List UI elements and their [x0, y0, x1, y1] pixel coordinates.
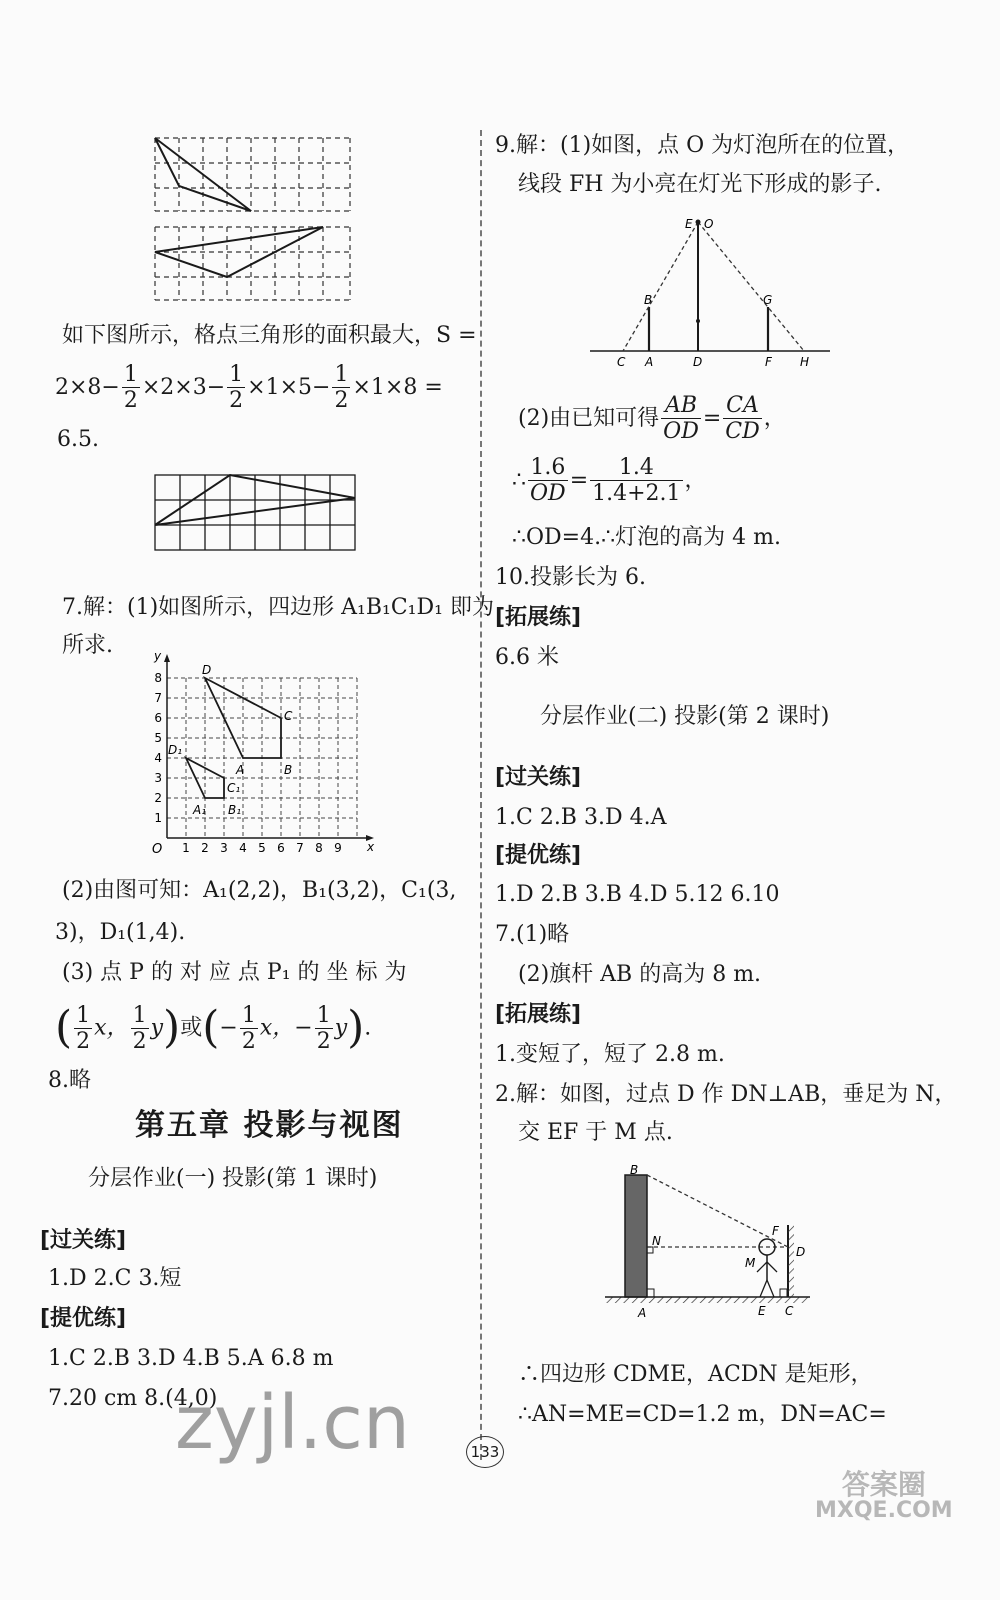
label-c: C [617, 355, 626, 369]
rect-line: ∴四边形 CDME，ACDN 是矩形， [518, 1362, 873, 1387]
y-axis-label: y [154, 649, 162, 663]
y-tick: 7 [154, 691, 162, 705]
y-tick: 3 [154, 771, 162, 785]
x-tick: 2 [201, 841, 209, 855]
label-a: A [638, 1306, 647, 1320]
area-result: 6.5. [57, 427, 99, 452]
q7-part2-line2: 3)，D₁(1,4). [55, 920, 186, 945]
label-c: C [785, 1304, 794, 1318]
area-text: 如下图所示，格点三角形的面积最大，S = [62, 323, 477, 348]
point-b1-label: B₁ [228, 803, 242, 817]
left-tiyou-answers-2: 7.20 cm 8.(4,0) [48, 1386, 218, 1411]
right-guoguan-label: [过关练] [495, 765, 582, 790]
x-tick: 3 [220, 841, 228, 855]
label-f: F [765, 355, 772, 369]
q9-result: ∴OD=4.∴灯泡的高为 4 m. [512, 525, 781, 550]
q7-2: (2)旗杆 AB 的高为 8 m. [518, 962, 762, 987]
label-g: G [763, 293, 773, 307]
q8-answer: 8.略 [48, 1068, 91, 1093]
point-d-label: D [202, 663, 212, 677]
q7-1: 7.(1)略 [495, 922, 570, 947]
watermark-mxqe-line1: 答案圈 [841, 1468, 926, 1501]
label-b: B [630, 1165, 639, 1177]
label-m: M [745, 1256, 756, 1270]
y-tick: 5 [154, 731, 162, 745]
an-line: ∴AN=ME=CD=1.2 m，DN=AC= [518, 1402, 887, 1427]
watermark-mxqe [815, 1470, 953, 1522]
page-number: 133 [466, 1436, 504, 1468]
q7-line1: 7.解：(1)如图所示，四边形 A₁B₁C₁D₁ 即为 [62, 595, 494, 620]
point-c1-label: C₁ [227, 781, 241, 795]
grid-triangle-figure-1 [150, 133, 355, 215]
right-guoguan-answers: 1.C 2.B 3.D 4.A [495, 805, 667, 830]
y-tick: 1 [154, 811, 162, 825]
label-h: H [800, 355, 810, 369]
q7-part2-line1: (2)由图可知：A₁(2,2)，B₁(3,2)，C₁(3, [62, 878, 457, 903]
y-tick: 2 [154, 791, 162, 805]
q9-part2-ratio: (2)由已知可得 $\frac{AB}{OD}$ = $\frac{CA}{CD}$ ， [518, 393, 786, 445]
q7-line2: 所求. [62, 633, 113, 658]
point-b-label: B [284, 763, 293, 777]
x-axis-label: x [367, 840, 375, 854]
x-tick: 9 [334, 841, 342, 855]
grid-triangle-figure-2 [150, 222, 355, 304]
y-tick: 4 [154, 751, 162, 765]
pole-figure [600, 1165, 820, 1325]
lamp-shadow-figure [585, 210, 835, 375]
q9-line1: 9.解：(1)如图，点 O 为灯泡所在的位置， [495, 133, 910, 158]
right-tiyou-label: [提优练] [495, 843, 582, 868]
column-divider [480, 130, 482, 1460]
right-tuozhan2-label: [拓展练] [495, 1002, 582, 1027]
right-tuozhan-label: [拓展练] [495, 605, 582, 630]
watermark-mxqe-line2: MXQE.COM [815, 1498, 953, 1524]
label-b: B [644, 293, 653, 307]
label-e: E [758, 1304, 766, 1318]
x-tick: 1 [182, 841, 190, 855]
t1-answer: 1.变短了，短了 2.8 m. [495, 1042, 725, 1067]
chapter-title: 第五章 投影与视图 [135, 1108, 404, 1143]
point-d1-label: D₁ [168, 743, 183, 757]
point-a-label: A [236, 763, 245, 777]
t2-line2: 交 EF 于 M 点. [518, 1120, 673, 1145]
right-tuozhan-answer: 6.6 米 [495, 645, 559, 670]
q9-substitution: ∴ $\frac{1.6}{OD}$ = $\frac{1.4}{1.4+2.1}$ ， [512, 455, 707, 507]
q9-line2: 线段 FH 为小亮在灯光下形成的影子. [518, 172, 882, 197]
origin-label: O [152, 842, 163, 857]
q7-part3-coords: ( $\frac{1}{2}$ x， $\frac{1}{2}$ y)或(− $\frac{1}{2}$ x，− $\frac{1}{2}$ y). [55, 1002, 372, 1054]
x-tick: 6 [277, 841, 285, 855]
label-e: E [685, 217, 693, 231]
y-tick: 8 [154, 671, 162, 685]
point-c-label: C [284, 709, 293, 723]
right-tiyou-answers: 1.D 2.B 3.B 4.D 5.12 6.10 [495, 882, 780, 907]
q10-answer: 10.投影长为 6. [495, 565, 646, 590]
left-guoguan-label: [过关练] [40, 1228, 127, 1253]
x-tick: 8 [315, 841, 323, 855]
left-tiyou-label: [提优练] [40, 1306, 127, 1331]
label-d: D [796, 1245, 806, 1259]
q7-part3-line1: (3) 点 P 的 对 应 点 P₁ 的 坐 标 为 [62, 960, 407, 985]
x-tick: 5 [258, 841, 266, 855]
x-tick: 7 [296, 841, 304, 855]
label-o: O [704, 217, 714, 231]
t2-line1: 2.解：如图，过点 D 作 DN⊥AB，垂足为 N， [495, 1082, 957, 1107]
label-f: F [772, 1224, 779, 1238]
y-tick: 6 [154, 711, 162, 725]
coordinate-grid-figure [140, 648, 380, 858]
watermark-logo: zyjl.cn [175, 1380, 410, 1466]
left-guoguan-answers: 1.D 2.C 3.短 [48, 1266, 182, 1291]
label-n: N [652, 1234, 661, 1248]
section-1-title: 分层作业(一) 投影(第 1 课时) [88, 1166, 378, 1191]
point-a1-label: A₁ [193, 803, 207, 817]
label-d: D [693, 355, 703, 369]
area-expression: 2×8− $\frac{1}{2}$ ×2×3− $\frac{1}{2}$ ×1×5− $\frac{1}{2}$ ×1×8 = [55, 362, 443, 414]
x-tick: 4 [239, 841, 247, 855]
section-2-title: 分层作业(二) 投影(第 2 课时) [540, 704, 830, 729]
left-tiyou-answers-1: 1.C 2.B 3.D 4.B 5.A 6.8 m [48, 1346, 334, 1371]
label-a: A [645, 355, 654, 369]
grid-triangle-figure-3 [150, 470, 360, 555]
